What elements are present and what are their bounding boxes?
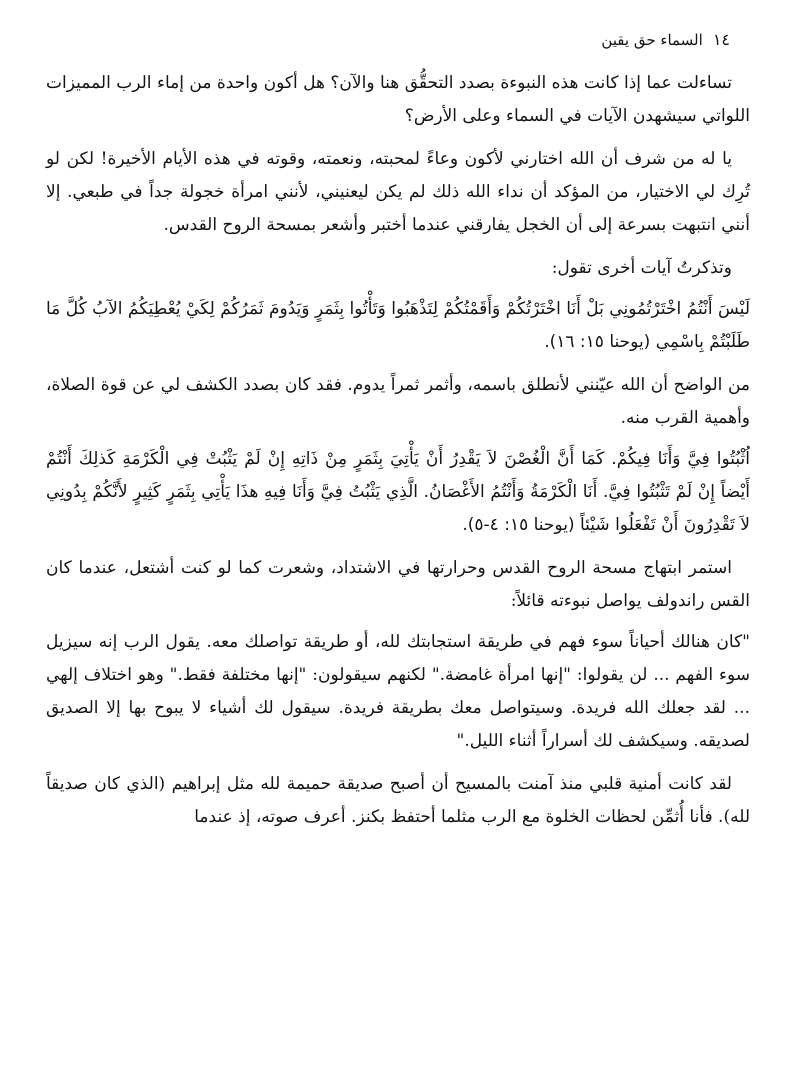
- page-number: ١٤: [712, 30, 730, 49]
- bible-verse-john-15-16: لَيْسَ أَنْتُمُ اخْتَرْتُمُونِي بَلْ أَنَا اخْتَرْتُكُمْ وَأَقَمْتُكُمْ لِتَذْهَبُوا وَتَأْتُوا بِثَمَرٍ وَيَدُومَ ثَمَرُكُمْ لِكَيْ يُعْطِيَكُمُ الآبُ كُلَّ مَا طَلَبْتُمْ بِاسْمِي (يوحنا ١٥: ١٦).: [46, 299, 750, 352]
- running-title: السماء حق يقين: [601, 31, 703, 49]
- bible-verse-john-15-4-5: اُثْبُتُوا فِيَّ وَأَنَا فِيكُمْ. كَمَا أَنَّ الْغُصْنَ لاَ يَقْدِرُ أَنْ يَأْتِيَ بِثَمَرٍ مِنْ ذَاتِهِ إِنْ لَمْ يَثْبُتْ فِي الْكَرْمَةِ كَذلِكَ أَنْتُمْ أَيْضاً إِنْ لَمْ تَثْبُتُوا فِيَّ. أَنَا الْكَرْمَةُ وَأَنْتُمُ الأَغْصَانُ. الَّذِي يَثْبُتُ فِيَّ وَأَنَا فِيهِ هذَا يَأْتِي بِثَمَرٍ كَثِيرٍ لأَنَّكُمْ بِدُونِي لاَ تَقْدِرُونَ أَنْ تَفْعَلُوا شَيْئاً (يوحنا ١٥: ٤-٥).: [46, 449, 750, 535]
- page-header: [46, 30, 750, 49]
- paragraph-3: وتذكرتُ آيات أخرى تقول:: [551, 258, 732, 278]
- paragraph-1: تساءلت عما إذا كانت هذه النبوءة بصدد التحقُّق هنا والآن؟ هل أكون واحدة من إماء الرب المميزات اللواتي سيشهدن الآيات في السماء وعلى الأرض؟: [46, 73, 750, 126]
- paragraph-4: من الواضح أن الله عيّنني لأنطلق باسمه، وأثمر ثمراً يدوم. فقد كان بصدد الكشف لي عن قوة الصلاة، وأهمية القرب منه.: [46, 375, 750, 428]
- prophecy-quote: "كان هنالك أحياناً سوء فهم في طريقة استجابتك لله، أو طريقة تواصلك معه. يقول الرب إنه سيزيل سوء الفهم ... لن يقولوا: "إنها امرأة غامضة." لكنهم سيقولون: "إنها مختلفة فقط." وهو اختلاف إلهي ... لقد جعلك الله فريدة. وسيتواصل معك بطريقة فريدة. سيقول لك أشياء لا يبوح بها إلا الصديق لصديقه. وسيكشف لك أسراراً أثناء الليل.": [46, 632, 750, 751]
- paragraph-2: يا له من شرف أن الله اختارني لأكون وعاءً لمحبته، ونعمته، وقوته في هذه الأيام الأخيرة! لكن لو تُرِك لي الاختيار، من المؤكد أن نداء الله ذلك لم يكن ليعنيني، لأنني امرأة خجولة جداً في طبعي. إلا أنني انتبهت بسرعة إلى أن الخجل يفارقني عندما أختبر وأشعر بمسحة الروح القدس.: [46, 149, 750, 235]
- paragraph-6: لقد كانت أمنية قلبي منذ آمنت بالمسيح أن أصبح صديقة حميمة لله مثل إبراهيم (الذي كان صديقاً لله). فأنا أُثمِّن لحظات الخلوة مع الرب مثلما أحتفظ بكنز. أعرف صوته، إذ عندما: [46, 774, 750, 827]
- paragraph-5: استمر ابتهاج مسحة الروح القدس وحرارتها في الاشتداد، وشعرت كما لو كنت أشتعل، عندما كان القس راندولف يواصل نبوءته قائلاً:: [46, 558, 750, 611]
